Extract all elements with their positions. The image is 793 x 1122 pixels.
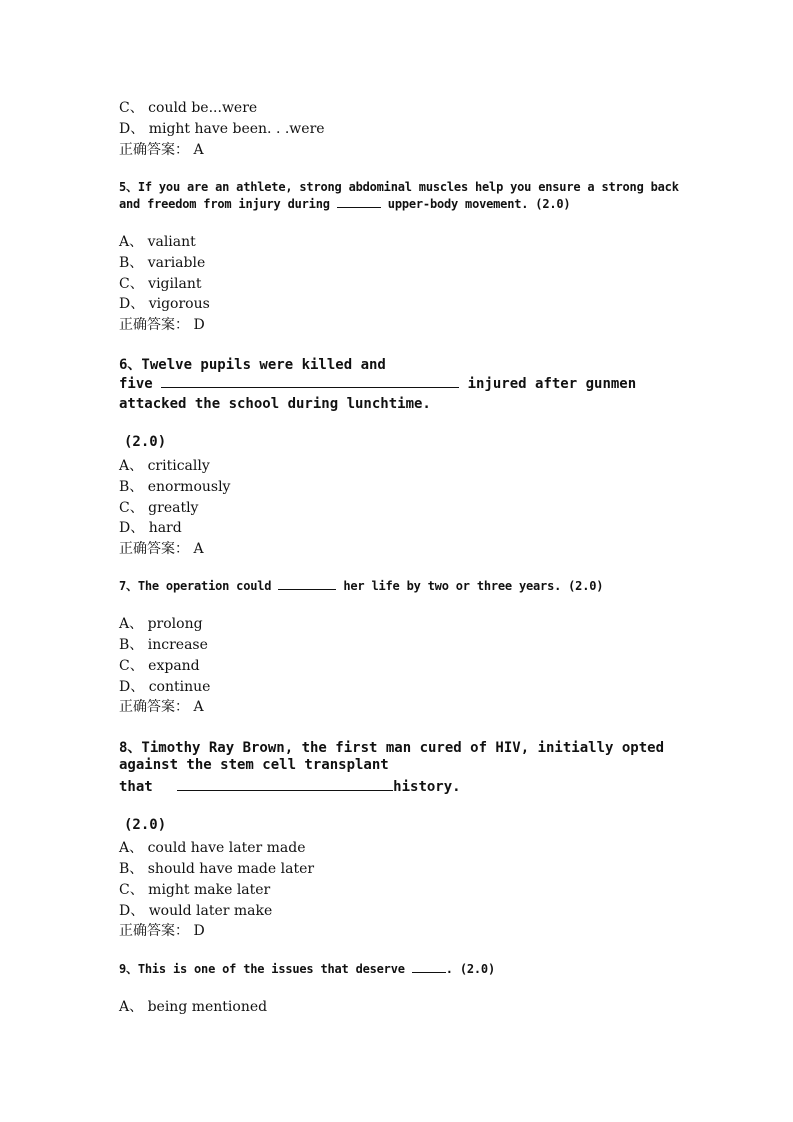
q5-option-c: C、 vigilant (119, 276, 202, 292)
q4-option-d: D、 might have been. . .were (119, 121, 325, 137)
q8-score: (2.0) (124, 817, 167, 833)
q7-question-line1: 7、The operation could her life by two or three years. (2.0) (119, 579, 604, 593)
q9-option-a: A、 being mentioned (119, 999, 268, 1015)
q7-option-d: D、 continue (119, 679, 211, 695)
q6-score: (2.0) (124, 434, 167, 450)
q9-question-line1: 9、This is one of the issues that deserve . (2.0) (119, 962, 495, 976)
q6-option-a: A、 critically (119, 458, 210, 474)
q6-option-c: C、 greatly (119, 500, 199, 516)
q8-question-line2: against the stem cell transplant (119, 757, 389, 773)
q8-question-line3: that history. (119, 779, 461, 795)
q6-question-line3: attacked the school during lunchtime. (119, 396, 431, 412)
q7-blank (278, 577, 336, 590)
q8-option-b: B、 should have made later (119, 861, 315, 877)
q8-blank (177, 778, 393, 791)
q5-question-line1: 5、If you are an athlete, strong abdominal muscles help you ensure a strong back (119, 180, 679, 194)
q7-option-b: B、 increase (119, 637, 208, 653)
q6-option-d: D、 hard (119, 520, 182, 536)
q5-question-line2: and freedom from injury during upper-body movement. (2.0) (119, 197, 571, 211)
q5-answer: 正确答案： D (119, 317, 205, 333)
q6-question-line2: five injured after gunmen (119, 376, 637, 392)
q8-option-c: C、 might make later (119, 882, 271, 898)
q9-blank (412, 960, 446, 973)
q6-answer: 正确答案： A (119, 541, 204, 557)
q8-option-a: A、 could have later made (119, 840, 306, 856)
q7-option-a: A、 prolong (119, 616, 203, 632)
q5-option-d: D、 vigorous (119, 296, 210, 312)
q5-option-a: A、 valiant (119, 234, 196, 250)
q4-option-c: C、 could be...were (119, 100, 258, 116)
q8-question-line1: 8、Timothy Ray Brown, the first man cured of HIV, initially opted (119, 740, 665, 756)
q6-option-b: B、 enormously (119, 479, 231, 495)
q6-blank (161, 375, 459, 388)
q8-option-d: D、 would later make (119, 903, 273, 919)
q7-option-c: C、 expand (119, 658, 200, 674)
q7-answer: 正确答案： A (119, 699, 204, 715)
q5-option-b: B、 variable (119, 255, 206, 271)
q4-answer: 正确答案： A (119, 142, 204, 158)
q6-question-line1: 6、Twelve pupils were killed and (119, 357, 386, 373)
q8-answer: 正确答案： D (119, 923, 205, 939)
q5-blank (337, 195, 381, 208)
